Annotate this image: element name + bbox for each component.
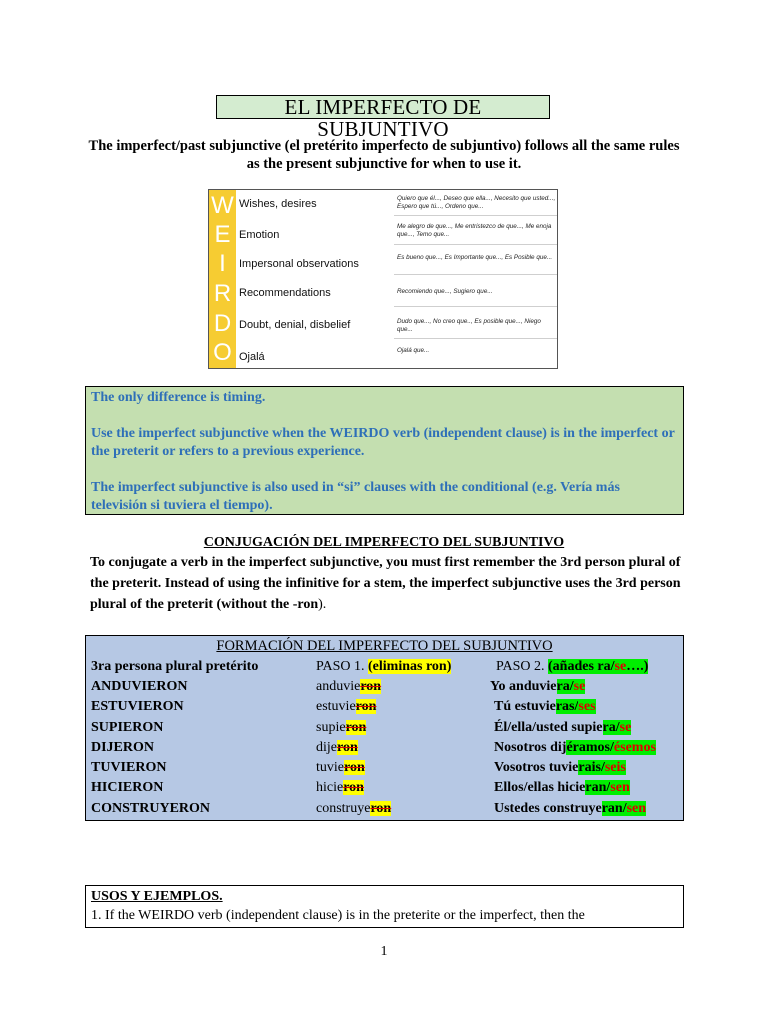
preterit-form: ANDUVIERON: [91, 679, 188, 694]
col-header-paso1: [316, 658, 451, 676]
timing-note-1: The only difference is timing.: [91, 390, 266, 405]
weirdo-category: Wishes, desires: [239, 198, 317, 210]
weirdo-category: Doubt, denial, disbelief: [239, 319, 351, 331]
preterit-form: ESTUVIERON: [91, 699, 184, 714]
subjunctive-form: Yo anduviera/se: [490, 679, 586, 694]
weirdo-category: Impersonal observations: [239, 258, 359, 270]
weirdo-example: Me alegro de que..., Me entristezco de que..., Me enoja que..., Temo que...: [397, 223, 552, 238]
timing-note-3: The imperfect subjunctive is also used in “si” clauses with the conditional (e.g. Vería más televisión si tuviera el tiempo).: [91, 480, 620, 513]
paso2-note: (añades ra/se….): [548, 659, 649, 674]
formation-title: FORMACIÓN DEL IMPERFECTO DEL SUBJUNTIVO: [216, 638, 553, 654]
conjugation-text: [90, 552, 690, 615]
stem-form: anduvieron: [316, 679, 382, 694]
weirdo-category: Ojalá: [239, 351, 265, 363]
timing-note-box: [85, 386, 684, 515]
conjugation-end: ).: [318, 597, 327, 612]
timing-note-2: Use the imperfect subjunctive when the WEIRDO verb (independent clause) is in the imperfect or the preterit or refers to a previous experience.: [91, 426, 675, 459]
usos-box: [85, 885, 684, 928]
subjunctive-form: Nosotros dijéramos/ésemos: [494, 740, 656, 755]
page-number: 1: [380, 944, 388, 959]
weirdo-letter-r: R: [213, 280, 232, 307]
paso2-label: PASO 2.: [496, 659, 549, 674]
weirdo-letter-w: W: [211, 192, 234, 219]
usos-line-1: 1. If the WEIRDO verb (independent clause) is in the preterite or the imperfect, then the: [91, 908, 585, 923]
subjunctive-form: Vosotros tuvierais/seis: [494, 760, 626, 775]
weirdo-example: Es bueno que..., Es Importante que..., Es Posible que...: [397, 254, 553, 261]
weirdo-letter-d: D: [213, 310, 232, 337]
stem-form: estuvieron: [316, 699, 377, 714]
col-header-preterit: 3ra persona plural pretérito: [91, 659, 259, 674]
stem-form: tuvieron: [316, 760, 365, 775]
subjunctive-form: Tú estuvieras/ses: [494, 699, 596, 714]
paso1-note: (eliminas ron): [368, 659, 452, 674]
usos-heading: USOS Y EJEMPLOS.: [91, 889, 223, 904]
preterit-form: DIJERON: [91, 740, 155, 755]
weirdo-letter-strip: [209, 190, 236, 368]
weirdo-example: Quiero que él..., Deseo que ella..., Necesito que usted..., Espero que tú..., Ordeno que...: [397, 195, 556, 210]
conjugation-heading: CONJUGACIÓN DEL IMPERFECTO DEL SUBJUNTIVO: [203, 535, 565, 550]
stem-form: hicieron: [316, 780, 364, 795]
paso1-label: PASO 1.: [316, 659, 369, 674]
stem-form: supieron: [316, 720, 367, 735]
conjugation-body: To conjugate a verb in the imperfect subjunctive, you must first remember the 3rd person plural of the preterit. Instead of using the infinitive for a stem, the imperfect subjunctive uses the 3rd person plural of the preterit (without the -ron: [90, 555, 681, 612]
weirdo-example: Recomiendo que..., Sugiero que...: [397, 288, 493, 295]
preterit-form: TUVIERON: [91, 760, 167, 775]
weirdo-letter-e: E: [214, 221, 231, 248]
col-header-paso2: [496, 658, 648, 676]
subjunctive-form: Él/ella/usted supiera/se: [494, 720, 632, 735]
subjunctive-form: Ustedes construyeran/sen: [494, 801, 647, 816]
weirdo-letter-o: O: [213, 339, 232, 366]
preterit-form: CONSTRUYERON: [91, 801, 211, 816]
formation-table: [85, 635, 684, 821]
intro-paragraph: The imperfect/past subjunctive (el pretérito imperfecto de subjuntivo) follows all the same rules as the present subjunctive for when to use it.: [88, 138, 680, 172]
weirdo-category: Emotion: [239, 229, 280, 241]
weirdo-divider: [394, 338, 557, 339]
weirdo-example: Dudo que..., No creo que.., Es posible que..., Niego que...: [397, 318, 541, 333]
preterit-form: HICIERON: [91, 780, 164, 795]
weirdo-letter-i: I: [219, 250, 226, 277]
stem-form: construyeron: [316, 801, 392, 816]
weirdo-example: Ojalá que...: [397, 347, 430, 354]
weirdo-divider: [394, 215, 557, 216]
subjunctive-form: Ellos/ellas hicieran/sen: [494, 780, 630, 795]
weirdo-divider: [394, 244, 557, 245]
weirdo-category: Recommendations: [239, 287, 331, 299]
stem-form: dijeron: [316, 740, 358, 755]
preterit-form: SUPIERON: [91, 720, 164, 735]
weirdo-divider: [394, 274, 557, 275]
weirdo-chart: [208, 189, 558, 369]
weirdo-divider: [394, 306, 557, 307]
page-title: EL IMPERFECTO DE SUBJUNTIVO: [216, 95, 550, 119]
